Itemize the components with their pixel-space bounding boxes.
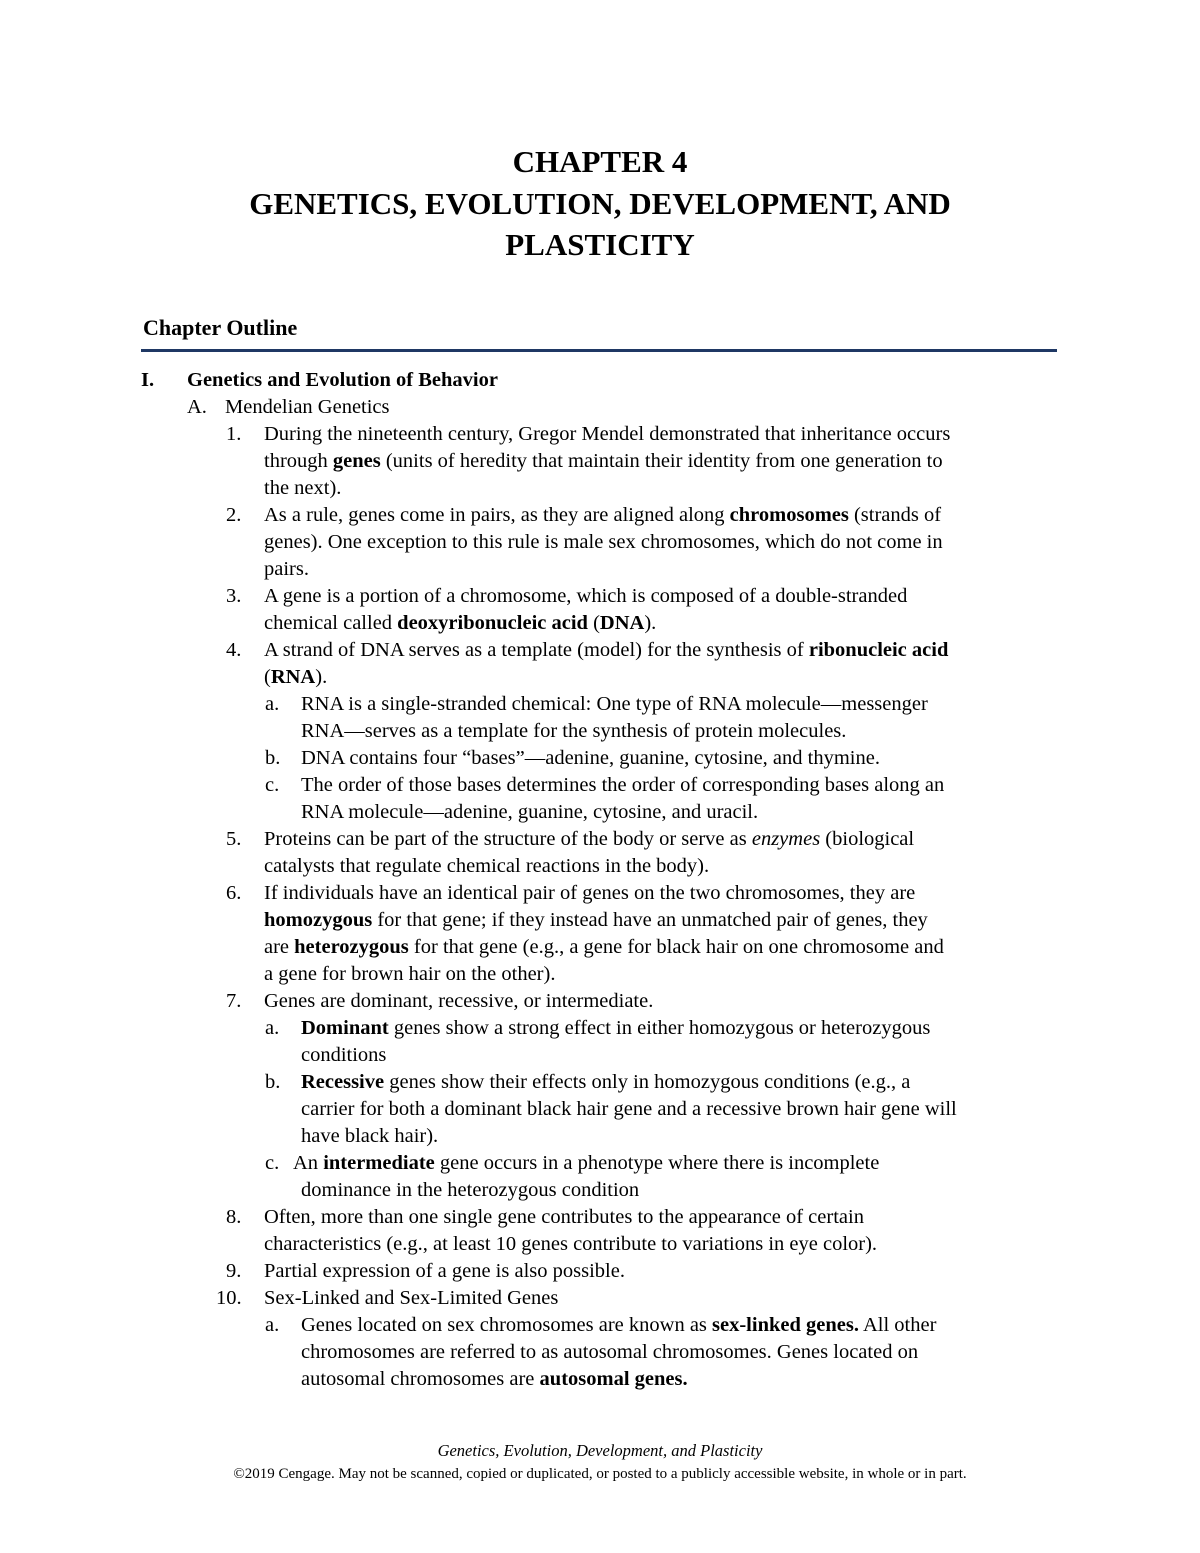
item-10-label: 10. — [216, 1287, 242, 1309]
footer-copyright: ©2019 Cengage. May not be scanned, copied or duplicated, or posted to a publicly accessible website, in whole or in part. — [233, 1466, 967, 1482]
item-2-line: pairs. — [264, 558, 309, 580]
subsection-title: Mendelian Genetics — [225, 396, 390, 418]
text-run: ). — [644, 612, 657, 634]
chapter-title-line-2: PLASTICITY — [505, 227, 695, 262]
item-7a-line — [301, 1015, 930, 1042]
item-7b-line: have black hair). — [301, 1125, 439, 1147]
term-enzymes: enzymes — [751, 828, 821, 850]
term-sex-linked-genes: sex-linked genes. — [712, 1314, 859, 1336]
text-run: (strands of — [848, 504, 942, 526]
item-4c-label: c. — [265, 774, 280, 796]
item-4a-line: RNA—serves as a template for the synthesis of protein molecules. — [301, 720, 847, 742]
footer-title: Genetics, Evolution, Development, and Plasticity — [437, 1441, 763, 1460]
term-dna: DNA — [599, 612, 645, 634]
item-8-label: 8. — [226, 1206, 242, 1228]
text-run: genes show their effects only in homozygous conditions (e.g., a — [384, 1071, 911, 1093]
item-1-line: the next). — [264, 477, 342, 499]
text-run: An — [293, 1152, 324, 1174]
text-run: for that gene (e.g., a gene for black hair on one chromosome and — [408, 936, 944, 958]
item-4b-line: DNA contains four “bases”—adenine, guanine, cytosine, and thymine. — [301, 747, 880, 769]
text-run: ( — [264, 666, 271, 688]
item-8-line: characteristics (e.g., at least 10 genes contribute to variations in eye color). — [264, 1233, 878, 1255]
item-3-line: A gene is a portion of a chromosome, which is composed of a double-stranded — [264, 585, 908, 607]
item-7a-label: a. — [265, 1017, 280, 1039]
term-dominant: Dominant — [301, 1017, 389, 1039]
item-4b-label: b. — [265, 747, 281, 769]
item-5-label: 5. — [226, 828, 242, 850]
text-run: genes show a strong effect in either homozygous or heterozygous — [388, 1017, 931, 1039]
item-6-line — [264, 934, 944, 961]
heading-divider — [141, 349, 1057, 352]
item-7a-line: conditions — [301, 1044, 387, 1066]
chapter-outline-heading: Chapter Outline — [143, 315, 298, 340]
item-6-line — [264, 907, 928, 934]
term-chromosomes: chromosomes — [729, 504, 849, 526]
item-6-line: a gene for brown hair on the other). — [264, 963, 556, 985]
text-run: gene occurs in a phenotype where there is incomplete — [434, 1152, 880, 1174]
term-autosomal-genes: autosomal genes. — [539, 1368, 688, 1390]
item-7c-line — [293, 1150, 879, 1177]
item-9-line: Partial expression of a gene is also possible. — [264, 1260, 625, 1282]
subsection-letter: A. — [187, 396, 207, 418]
text-run: are — [264, 936, 295, 958]
chapter-title-line-1: GENETICS, EVOLUTION, DEVELOPMENT, AND — [249, 186, 951, 221]
term-genes: genes — [332, 450, 381, 472]
text-run: through — [264, 450, 333, 472]
term-rna: RNA — [270, 666, 316, 688]
text-run: A strand of DNA serves as a template (model) for the synthesis of — [264, 639, 809, 661]
text-run: (biological — [820, 828, 915, 850]
section-title: Genetics and Evolution of Behavior — [187, 369, 498, 391]
term-homozygous: homozygous — [264, 909, 373, 931]
item-4-line — [264, 637, 948, 664]
item-7c-line: dominance in the heterozygous condition — [301, 1179, 640, 1201]
item-1-line — [264, 448, 943, 475]
chapter-number: CHAPTER 4 — [512, 144, 688, 179]
item-5-line: catalysts that regulate chemical reactions in the body). — [264, 855, 710, 877]
text-run: ). — [315, 666, 328, 688]
item-6-line: If individuals have an identical pair of genes on the two chromosomes, they are — [264, 882, 916, 904]
item-7b-line — [301, 1069, 910, 1096]
term-heterozygous: heterozygous — [294, 936, 409, 958]
item-2-label: 2. — [226, 504, 242, 526]
item-10a-line — [301, 1366, 688, 1393]
item-9-label: 9. — [226, 1260, 242, 1282]
item-3-label: 3. — [226, 585, 242, 607]
section-numeral: I. — [141, 369, 155, 391]
text-run: autosomal chromosomes are — [301, 1368, 540, 1390]
text-run: As a rule, genes come in pairs, as they are aligned along — [264, 504, 730, 526]
text-run: Genes located on sex chromosomes are known as — [301, 1314, 713, 1336]
item-1-label: 1. — [226, 423, 242, 445]
item-10-line: Sex-Linked and Sex-Limited Genes — [264, 1287, 559, 1309]
item-1-line: During the nineteenth century, Gregor Mendel demonstrated that inheritance occurs — [264, 423, 951, 445]
item-7-label: 7. — [226, 990, 242, 1012]
item-3-line — [264, 610, 656, 637]
text-run: All other — [858, 1314, 937, 1336]
item-4c-line: The order of those bases determines the order of corresponding bases along an — [301, 774, 945, 796]
text-run: ( — [587, 612, 600, 634]
item-4a-label: a. — [265, 693, 280, 715]
term-rna-full: ribonucleic acid — [808, 639, 949, 661]
item-10a-line — [301, 1312, 936, 1339]
item-7b-label: b. — [265, 1071, 281, 1093]
item-4a-line: RNA is a single-stranded chemical: One type of RNA molecule—messenger — [301, 693, 928, 715]
item-5-line — [264, 826, 914, 853]
item-2-line — [264, 502, 941, 529]
term-dna-full: deoxyribonucleic acid — [397, 612, 588, 634]
term-recessive: Recessive — [301, 1071, 385, 1093]
item-4c-line: RNA molecule—adenine, guanine, cytosine, and uracil. — [301, 801, 759, 823]
item-7c-label: c. — [265, 1152, 280, 1174]
item-2-line: genes). One exception to this rule is male sex chromosomes, which do not come in — [264, 531, 943, 553]
item-4-label: 4. — [226, 639, 242, 661]
text-run: for that gene; if they instead have an unmatched pair of genes, they — [372, 909, 928, 931]
text-run: chemical called — [264, 612, 398, 634]
item-4-line — [264, 664, 327, 691]
item-6-label: 6. — [226, 882, 242, 904]
text-run: Proteins can be part of the structure of the body or serve as — [264, 828, 752, 850]
item-8-line: Often, more than one single gene contributes to the appearance of certain — [264, 1206, 864, 1228]
item-7-line: Genes are dominant, recessive, or intermediate. — [264, 990, 654, 1012]
item-10a-label: a. — [265, 1314, 280, 1336]
item-7b-line: carrier for both a dominant black hair gene and a recessive brown hair gene will — [301, 1098, 957, 1120]
item-10a-line: chromosomes are referred to as autosomal chromosomes. Genes located on — [301, 1341, 919, 1363]
text-run: (units of heredity that maintain their identity from one generation to — [380, 450, 943, 472]
term-intermediate: intermediate — [323, 1152, 435, 1174]
